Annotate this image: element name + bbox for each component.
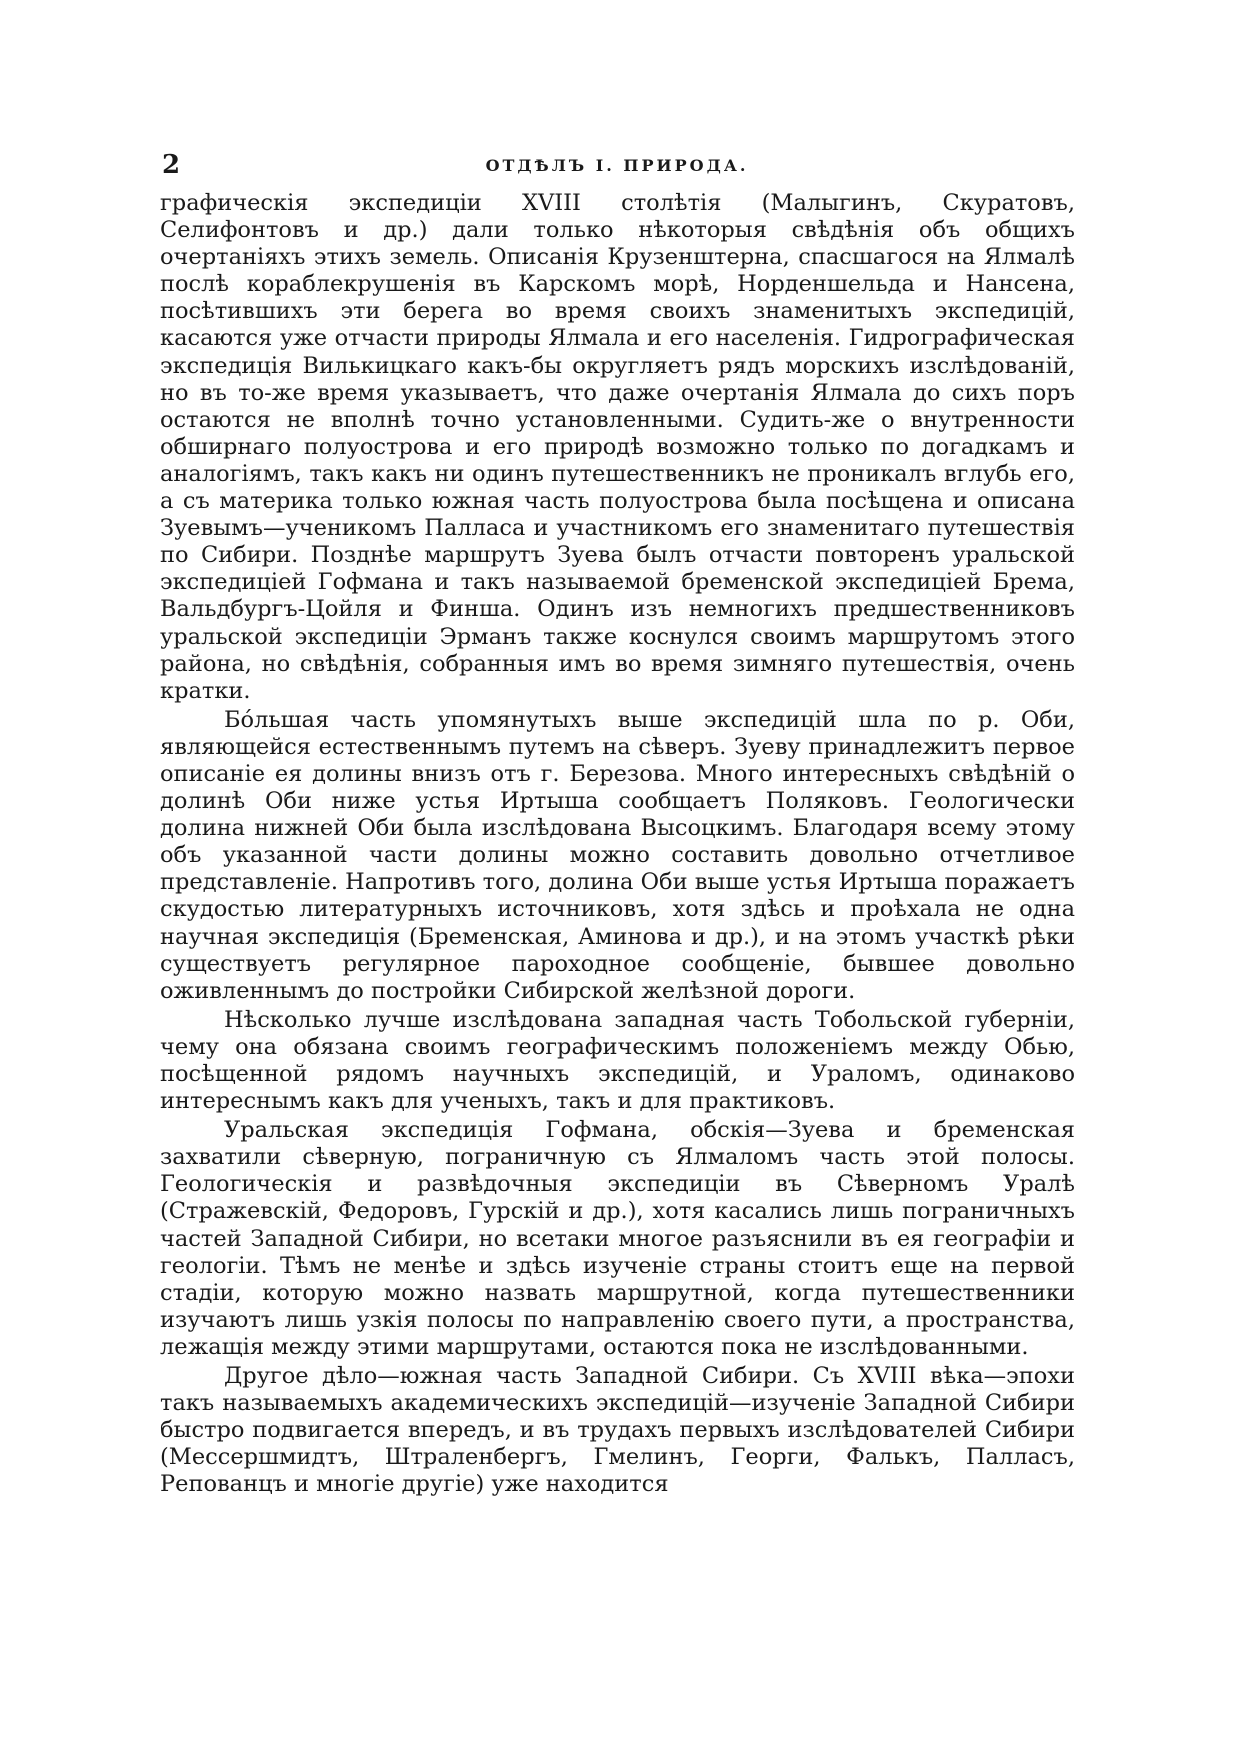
- paragraph: Нѣсколько лучше изслѣдована западная часть Тобольской губерніи, чему она обязана своимъ географическимъ положеніемъ между Обью, посѣщенной рядомъ научныхъ экспедицій, и Ураломъ, одинаково интереснымъ какъ для ученыхъ, такъ и для практиковъ.: [160, 1006, 1075, 1115]
- paragraph: Другое дѣло—южная часть Западной Сибири. Съ XVIII вѣка—эпохи такъ называемыхъ академическихъ экспедицій—изученіе Западной Сибири быстро подвигается впередъ, и въ трудахъ первыхъ изслѣдователей Сибири (Мессершмидтъ, Штраленбергъ, Гмелинъ, Георги, Фалькъ, Палласъ, Рeпованцъ и многіе другіе) уже находится: [160, 1363, 1075, 1498]
- section-title: ОТДѢЛЪ I. ПРИРОДА.: [485, 156, 749, 175]
- paragraph: Уральская экспедиція Гофмана, обскія—Зуева и бременская захватили сѣверную, пограничную съ Ялмаломъ часть этой полосы. Геологическія и развѣдочныя экспедиціи въ Сѣверномъ Уралѣ (Стражевскій, Федоровъ, Гурскій и др.), хотя касались лишь пограничныхъ частей Западной Сибири, но всетаки многое разъяснили въ ея географіи и геологіи. Тѣмъ не менѣе и здѣсь изученіе страны стоитъ еще на первой стадіи, которую можно назвать маршрутной, когда путешественники изучаютъ лишь узкія полосы по направленію своего пути, а пространства, лежащія между этими маршрутами, остаются пока не изслѣдованными.: [160, 1117, 1075, 1360]
- page-number: 2: [162, 150, 181, 180]
- paragraph: Бóльшая часть упомянутыхъ выше экспедицій шла по р. Оби, являющейся естественнымъ путемъ на сѣверъ. Зуеву принадлежитъ первое описаніе ея долины внизъ отъ г. Березова. Много интересныхъ свѣдѣній о долинѣ Оби ниже устья Иртыша сообщаетъ Поляковъ. Геологически долина нижней Оби была изслѣдована Высоцкимъ. Благодаря всему этому объ указанной части долины можно составить довольно отчетливое представленіе. Напротивъ того, долина Оби выше устья Иртыша поражаетъ скудостью литературныхъ источниковъ, хотя здѣсь и проѣхала не одна научная экспедиція (Бременская, Аминова и др.), и на этомъ участкѣ рѣки существуетъ регулярное пароходное сообщеніе, бывшее довольно оживленнымъ до постройки Сибирской желѣзной дороги.: [160, 706, 1075, 1004]
- body-text: [160, 190, 1075, 1501]
- paragraph: графическія экспедиціи XVIII столѣтія (Малыгинъ, Скуратовъ, Селифонтовъ и др.) дали только нѣкоторыя свѣдѣнія объ общихъ очертаніяхъ этихъ земель. Описанія Крузенштерна, спасшагося на Ялмалѣ послѣ кораблекрушенія въ Карскомъ морѣ, Норденшельда и Нансена, посѣтившихъ эти берега во время своихъ знаменитыхъ экспедицій, касаются уже отчасти природы Ялмала и его населенія. Гидрографическая экспедиція Вилькицкаго какъ-бы округляетъ рядъ морскихъ изслѣдованій, но въ то-же время указываетъ, что даже очертанія Ялмала до сихъ поръ остаются не вполнѣ точно установленными. Судить-же о внутренности обширнаго полуострова и его природѣ возможно только по догадкамъ и аналогіямъ, такъ какъ ни одинъ путешественникъ не проникалъ вглубь его, а съ материка только южная часть полуострова была посѣщена и описана Зуевымъ—ученикомъ Палласа и участникомъ его знаменитаго путешествія по Сибири. Позднѣе маршрутъ Зуева былъ отчасти повторенъ уральской экспедиціей Гофмана и такъ называемой бременской экспедиціей Брема, Вальдбургъ-Цойля и Финша. Одинъ изъ немногихъ предшественниковъ уральской экспедиціи Эрманъ также коснулся своимъ маршрутомъ этого района, но свѣдѣнія, собранныя имъ во время зимняго путешествія, очень кратки.: [160, 190, 1075, 704]
- running-head: [162, 150, 1072, 182]
